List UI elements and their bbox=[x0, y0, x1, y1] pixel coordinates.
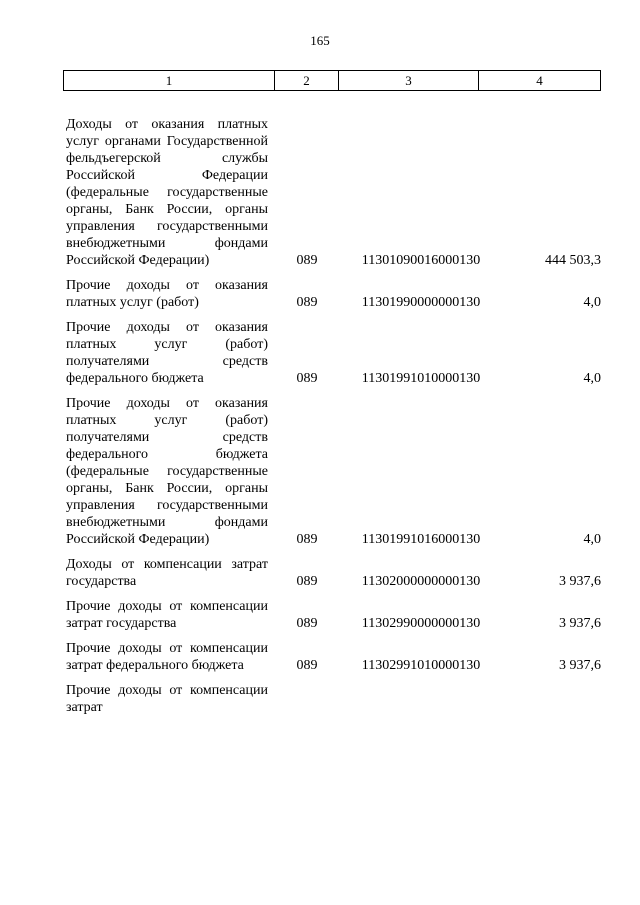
amount: 4,0 bbox=[583, 371, 601, 386]
amount: 3 937,6 bbox=[559, 616, 601, 631]
budget-code: 11302000000000130 bbox=[361, 574, 481, 589]
amount: 4,0 bbox=[583, 532, 601, 547]
admin-code: 089 bbox=[296, 295, 318, 310]
revenue-name: Прочие доходы от оказания платных услуг (работ) получателями средств федерального бюджета bbox=[66, 320, 268, 386]
table-row bbox=[66, 319, 601, 387]
revenue-name: Доходы от компенсации затрат государства bbox=[66, 557, 268, 589]
table-row bbox=[66, 640, 601, 674]
admin-code: 089 bbox=[296, 574, 318, 589]
admin-code: 089 bbox=[296, 253, 318, 268]
table-row bbox=[66, 116, 601, 269]
table-row bbox=[66, 682, 601, 716]
revenue-table bbox=[66, 116, 601, 724]
revenue-name: Доходы от оказания платных услуг органами Государственной фельдъегерской службы Российской Федерации (федеральные государственные органы, Банк России, органы управления государственными внебюджетными фондами Российской Федерации) bbox=[66, 117, 268, 268]
table-row bbox=[66, 277, 601, 311]
revenue-name: Прочие доходы от компенсации затрат bbox=[66, 683, 268, 715]
budget-code: 11301090016000130 bbox=[361, 253, 481, 268]
revenue-name: Прочие доходы от оказания платных услуг (работ) получателями средств федерального бюджета (федеральные государственные органы, Банк России, органы управления государственными внебюджетными фондами Российской Федерации) bbox=[66, 396, 268, 547]
admin-code: 089 bbox=[296, 616, 318, 631]
column-header-row bbox=[63, 70, 601, 91]
revenue-name: Прочие доходы от оказания платных услуг (работ) bbox=[66, 278, 268, 310]
table-row bbox=[66, 395, 601, 548]
admin-code: 089 bbox=[296, 658, 318, 673]
amount: 444 503,3 bbox=[545, 253, 601, 268]
budget-code: 11301990000000130 bbox=[361, 295, 481, 310]
admin-code: 089 bbox=[296, 532, 318, 547]
page-number: 165 bbox=[310, 33, 330, 48]
table-row bbox=[66, 556, 601, 590]
amount: 3 937,6 bbox=[559, 658, 601, 673]
column-header-1: 1 bbox=[64, 71, 275, 90]
budget-code: 11302991010000130 bbox=[361, 658, 481, 673]
amount: 4,0 bbox=[583, 295, 601, 310]
amount: 3 937,6 bbox=[559, 574, 601, 589]
column-header-4: 4 bbox=[536, 73, 543, 88]
budget-code: 11301991016000130 bbox=[361, 532, 481, 547]
column-header-3: 3 bbox=[339, 71, 479, 90]
column-header-2: 2 bbox=[275, 71, 339, 90]
revenue-name: Прочие доходы от компенсации затрат федерального бюджета bbox=[66, 641, 268, 673]
admin-code: 089 bbox=[296, 371, 318, 386]
budget-code: 11301991010000130 bbox=[361, 371, 481, 386]
revenue-name: Прочие доходы от компенсации затрат государства bbox=[66, 599, 268, 631]
budget-code: 11302990000000130 bbox=[361, 616, 481, 631]
table-row bbox=[66, 598, 601, 632]
